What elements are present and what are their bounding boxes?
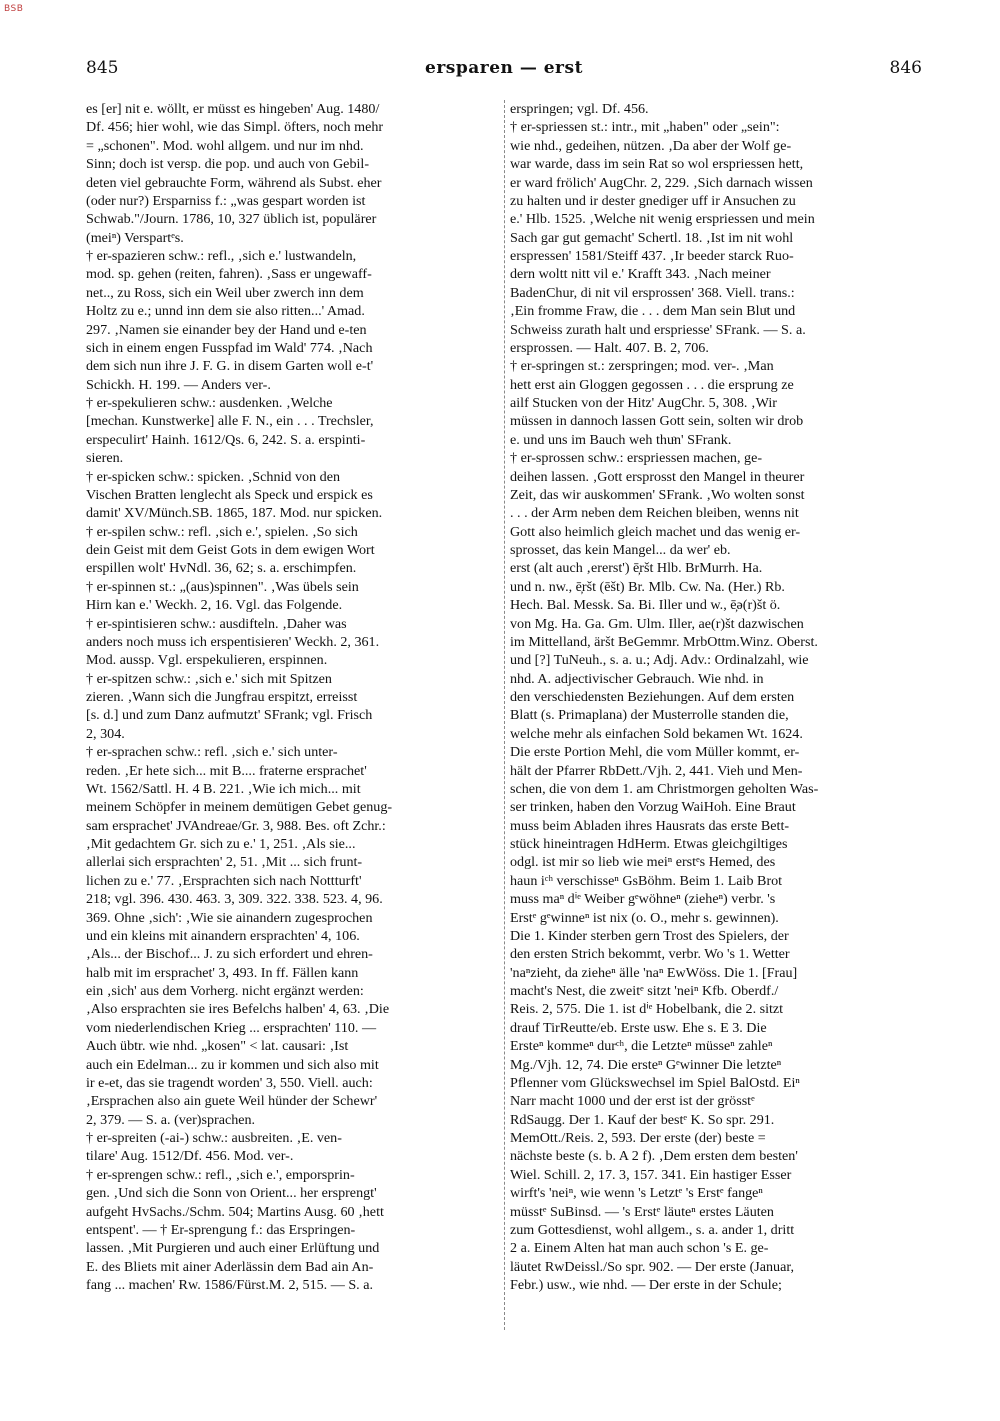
text-line: allerlai sich ersprachten' 2, 51. ‚Mit ... sich frunt- <box>86 854 363 871</box>
text-line: ersprossen. — Halt. 407. B. 2, 706. <box>510 339 709 356</box>
text-line: † er-sprengen schw.: refl., ‚sich e.', emporsprin- <box>86 1166 355 1183</box>
text-line: Pflenner vom Glückswechsel im Spiel BalOstd. Eiⁿ <box>510 1074 800 1091</box>
text-line: müssen in dannoch lassen Gott sein, solten wir drob <box>510 413 804 430</box>
text-line: hält der Pfarrer RbDett./Vjh. 2, 441. Vieh und Men- <box>510 762 803 779</box>
text-line: drauf TirReutte/eb. Erste usw. Ehe s. E 3. Die <box>510 1019 767 1036</box>
text-line: ‚Ein fromme Fraw, die . . . dem Man sein Bluͦt und <box>510 303 796 320</box>
text-line: dern woltt nitt vil e.' Krafft 343. ‚Nach meiner <box>510 266 771 283</box>
text-line: lassen. ‚Mit Purgieren und auch einer Erlüftung und <box>86 1240 380 1257</box>
text-line: von Mg. Ha. Ga. Gm. Ulm. Iller, ae(r)št dazwischen <box>510 615 804 632</box>
text-line: meinem Schöpfer in meinem demütigen Gebet genug- <box>86 799 393 816</box>
text-line: Vischen Bratten lenglecht als Speck und erspick es <box>86 486 373 503</box>
text-line: † er-sprossen schw.: erspriessen machen, ge- <box>510 450 763 467</box>
text-line: muss maⁿ dⁱᵉ Weiber gᵉwöhneⁿ (zieheⁿ) verbr. 's <box>510 891 776 908</box>
text-line: Ersteⁿ kommeⁿ durᶜʰ, die Letzteⁿ müsseⁿ zahleⁿ <box>510 1038 773 1055</box>
text-line: = „schonen". Mod. wohl allgem. und nur im nhd. <box>86 137 364 154</box>
text-line: † er-spriessen st.: intr., mit „haben" oder „sein": <box>510 119 780 136</box>
text-line: Sach gar gut gemacht' Schertl. 18. ‚Ist im nit wohl <box>510 229 794 246</box>
text-line: sieren. <box>86 450 124 467</box>
text-line: erspressen' 1581/Steiff 437. ‚Ir beeder starck Ruo- <box>510 248 794 264</box>
text-line: erspillen wolt' HvNdl. 36, 62; s. a. erschimpfen. <box>86 560 357 577</box>
text-line: entspent'. — † Er-sprengung f.: das Erspringen- <box>86 1221 356 1238</box>
text-line: deten viel gebrauchte Form, während als Subst. eher <box>86 174 382 191</box>
text-line: zu halten und ir dester gnediger uff ir Ansuchen zu <box>510 192 796 209</box>
text-line: Reis. 2, 575. Die 1. ist dⁱᵉ Hobelbank, die 2. sitzt <box>510 1001 784 1018</box>
text-line: läutet RwDeissl./So spr. 902. — Der erste (Januar, <box>510 1258 795 1275</box>
text-line: Febr.) usw., wie nhd. — Der erste in der Schule; <box>510 1277 782 1293</box>
text-line: Die 1. Kinder sterben gern Trost des Spielers, der <box>510 927 789 944</box>
library-mark: BSB <box>4 4 24 14</box>
text-line: † er-spinnen st.: „(aus)spinnen". ‚Was übels sein <box>86 578 359 595</box>
text-line: und [?] TuNeuh., s. a. u.; Adj. Adv.: Ordinalzahl, wie <box>510 652 809 669</box>
text-line: † er-spintisieren schw.: ausdifteln. ‚Daher was <box>86 615 347 632</box>
text-line: stück hineintragen HdHerm. Etwas gleichgiltiges <box>510 836 788 852</box>
text-line: Mod. aussp. Vgl. erspekulieren, erspinnen. <box>86 652 328 669</box>
text-line: RdSaugg. Der 1. Kauf der bestᵉ K. So spr. 291. <box>510 1111 775 1128</box>
running-title: ersparen — erst <box>425 58 583 78</box>
text-line: fang ... machen' Rw. 1586/Fürst.M. 2, 515. — S. a. <box>86 1277 374 1293</box>
text-line: wirft's 'neiⁿ, wie wenn 's Letztᵉ 's Erstᵉ fangeⁿ <box>510 1185 763 1202</box>
text-line: † er-spazieren schw.: refl., ‚sich e.' lustwandeln, <box>86 248 357 264</box>
text-line: Sinn; doch ist versp. die pop. und auch von Gebil- <box>86 156 370 173</box>
text-line: 'naⁿzieht, da zieheⁿ älle 'naⁿ EwWöss. Die 1. [Frau] <box>510 964 798 981</box>
text-line: lichen zu e.' 77. ‚Ersprachten sich nach Nottturft' <box>86 872 362 889</box>
text-line: muss beim Abladen ihres Hausrats das erste Bett- <box>510 817 790 834</box>
text-line: † er-spreiten (-ai-) schw.: ausbreiten. ‚E. ven- <box>86 1130 342 1146</box>
text-line: Narr macht 1000 und der erst ist der grösstᵉ <box>510 1093 755 1110</box>
text-line: sprosset, das kein Mangel... da wer' eb. <box>510 542 731 558</box>
text-line: halb mit im ersprachet' 3, 493. In ff. Fällen kann <box>86 964 359 981</box>
text-line: den verschiedensten Beziehungen. Auf dem ersten <box>510 689 795 705</box>
text-line: Wt. 1562/Sattl. H. 4 B. 221. ‚Wie ich mich... mit <box>86 780 361 797</box>
text-line: MemOtt./Reis. 2, 593. Der erste (der) beste = <box>510 1130 766 1146</box>
text-line: 297. ‚Namen sie einander bey der Hand und e-ten <box>86 321 367 338</box>
text-line: mod. sp. gehen (reiten, fahren). ‚Sass er ungewaff- <box>86 266 372 283</box>
text-line: sich in einem engen Fusspfad im Wald' 774. ‚Nach <box>86 339 373 356</box>
left-column <box>86 100 499 1400</box>
text-line: Erstᵉ gᵉwinneⁿ ist nix (o. O., mehr s. gewinnen). <box>510 909 779 926</box>
text-line: 2 a. Einem Alten hat man auch schon 's E. ge- <box>510 1240 769 1257</box>
text-line: † er-spekulieren schw.: ausdenken. ‚Welche <box>86 395 333 411</box>
text-line: 2, 379. — S. a. (ver)sprachen. <box>86 1111 256 1128</box>
text-line: damit' XV/Münch.SB. 1865, 187. Mod. nur spicken. <box>86 505 383 522</box>
text-line: und n. nw., ē̦ršt (ēšt) Br. Mlb. Cw. Na. (Her.) Rb. <box>510 578 785 595</box>
text-line: ir e-et, das sie tragendt worden' 3, 550. Viell. auch: <box>86 1074 373 1091</box>
text-line: tilare' Aug. 1512/Df. 456. Mod. ver-. <box>86 1148 294 1165</box>
text-line: † er-sprachen schw.: refl. ‚sich e.' sich unter- <box>86 744 338 761</box>
text-line: wie nhd., gedeihen, nützen. ‚Da aber der Wolf ge- <box>510 137 792 154</box>
text-line: war warde, dass im sein Rat so wol erspriessen hett, <box>510 156 804 173</box>
text-line: Die erste Portion Mehl, die vom Müller kommt, er- <box>510 744 800 761</box>
text-line: . . . der Arm neben dem Reichen bleiben, wenns nit <box>510 505 799 522</box>
text-line: müsstᵉ SuBinsd. — 's Erstᵉ läuteⁿ erstes Läuten <box>510 1203 774 1220</box>
text-line: Gott also heimlich gleich machet und das wenig er- <box>510 523 801 540</box>
text-line: anders noch muss ich erspentisieren' Weckh. 2, 361. <box>86 633 380 650</box>
text-line: (meiⁿ) Verspartᵉs. <box>86 229 184 246</box>
text-line: Auch übtr. wie nhd. „kosen" < lat. causari: ‚Ist <box>86 1038 349 1055</box>
text-line: reden. ‚Er hete sich... mit B.... fraterne ersprachet' <box>86 762 367 779</box>
text-line: Df. 456; hier wohl, wie das Simpl. öfters, noch mehr <box>86 119 384 136</box>
text-line: ser trinken, haben den Vorzug WaiHoh. Eine Braut <box>510 799 796 816</box>
text-line: Schickh. H. 199. — Anders ver-. <box>86 376 271 393</box>
text-line: [s. d.] und zum Danz aufmutzt' SFrank; vgl. Frisch <box>86 707 373 724</box>
text-line: dein Geist mit dem Geist Gots in dem ewigen Wort <box>86 542 375 558</box>
text-line: BadenChur, di nit vil ersprossen' 368. Viell. trans.: <box>510 284 795 301</box>
text-line: sam ersprachet' JVAndreae/Gr. 3, 988. Bes. oft Zchr.: <box>86 817 386 834</box>
text-line: [mechan. Kunstwerke] alle F. N., ein . . . Trechsler, <box>86 413 374 430</box>
text-line: dem sich nun ihre J. F. G. in disem Garten woll e-t' <box>86 358 374 375</box>
text-line: zieren. ‚Wann sich die Jungfrau erspitzt, erreisst <box>86 689 358 705</box>
text-line: Hirn kan e.' Weckh. 2, 16. Vgl. das Folgende. <box>86 597 343 614</box>
text-line: haun iᶜʰ verschisseⁿ GsBöhm. Beim 1. Laib Brot <box>510 872 783 889</box>
text-line: aufgeht HvSachs./Schm. 504; Martins Ausg. 60 ‚hett <box>86 1203 384 1220</box>
text-line: vom niederlendischen Krieg ... ersprachten' 110. — <box>86 1019 377 1036</box>
text-line: Zeit, das wir auskommen' SFrank. ‚Wo wolten sonst <box>510 486 805 503</box>
text-line: im Mittelland, äršt BeGemmr. MrbOttm.Winz. Oberst. <box>510 633 818 650</box>
text-line: ‚Ersprachen also ain guete Weil hünder der Schewr' <box>86 1093 378 1110</box>
text-line: (oder nur?) Ersparniss f.: „was gespart worden ist <box>86 192 366 209</box>
column-divider <box>504 100 505 1330</box>
text-line: † er-spilen schw.: refl. ‚sich e.', spielen. ‚So sich <box>86 523 358 540</box>
text-line: ‚Als... der Bischof... J. zu sich erfordert und ehren- <box>86 946 373 963</box>
text-line: Blatt (s. Primaplana) der Musterrolle standen die, <box>510 707 789 724</box>
text-line: † er-spitzen schw.: ‚sich e.' sich mit Spitzen <box>86 670 332 687</box>
text-line: Mg./Vjh. 12, 74. Die ersteⁿ Gᵉwinner Die letzteⁿ <box>510 1056 782 1073</box>
text-line: ‚Mit gedachtem Gr. sich zu e.' 1, 251. ‚Als sie... <box>86 836 356 852</box>
text-line: † er-spicken schw.: spicken. ‚Schnid von den <box>86 468 340 485</box>
text-line: 369. Ohne ‚sich': ‚Wie sie ainandern zugesprochen <box>86 909 373 926</box>
left-page-number: 845 <box>86 58 119 78</box>
text-line: e. und uns im Bauch weh thuͦn' SFrank. <box>510 431 732 448</box>
text-line: macht's Nest, die zweitᵉ sitzt 'neiⁿ Kfb. Oberdf./ <box>510 983 779 999</box>
text-line: nächste beste (s. b. A 2 f). ‚Dem ersten dem besten' <box>510 1148 798 1165</box>
right-page-number: 846 <box>889 58 922 78</box>
text-line: nhd. A. adjectivischer Gebrauch. Wie nhd. in <box>510 670 764 687</box>
text-line: Hech. Bal. Messk. Sa. Bi. Iller und w., ē̦ə(r)št ö. <box>510 597 781 614</box>
text-line: Holtz zu e.; unnd inn dem sie also ritten...' Amad. <box>86 303 365 320</box>
text-line: E. des Bliets mit ainer Aderlässin dem Bad ain An- <box>86 1258 374 1275</box>
text-line: es [er] nit e. wöllt, er müsst es hingeben' Aug. 1480/ <box>86 101 380 117</box>
text-line: erst (alt auch ‚ererst') ē̦ršt Hlb. BrMurrh. Ha. <box>510 560 763 577</box>
text-line: gen. ‚Und sich die Sonn von Orient... her ersprengt' <box>86 1185 377 1202</box>
text-line: schen, die von dem 1. am Christmorgen geholten Was- <box>510 780 819 797</box>
page-header <box>86 58 922 84</box>
text-line: welche mehr als einfachen Sold bekamen Wt. 1624. <box>510 725 803 742</box>
right-column <box>510 100 923 1400</box>
text-line: odgl. ist mir so lieb wie meiⁿ erstᵉs Hemed, des <box>510 854 776 871</box>
text-line: ailf Stucken von der Hitz' AugChr. 5, 308. ‚Wir <box>510 395 777 411</box>
text-line: Schwab."/Journ. 1786, 10, 327 üblich ist, populärer <box>86 211 377 228</box>
text-line: deihen lassen. ‚Gott ersprosst den Mangel in theurer <box>510 468 805 485</box>
text-line: hett erst ain Gloggen gegossen . . . die ersprung ze <box>510 376 794 393</box>
text-line: erspringen; vgl. Df. 456. <box>510 101 649 117</box>
text-line: und ein kleins mit ainandern ersprachten' 4, 106. <box>86 927 360 944</box>
text-line: Wiel. Schill. 2, 17. 3, 157. 341. Ein hastiger Esser <box>510 1166 792 1183</box>
text-line: zum Gottesdienst, wohl allgem., s. a. ander 1, dritt <box>510 1221 795 1238</box>
text-line: Schweiss zurath halt und erspriesse' SFrank. — S. a. <box>510 321 806 338</box>
text-line: net.., zu Ross, sich ein Weil uber zwerch inn dem <box>86 284 364 301</box>
text-line: 2, 304. <box>86 725 125 742</box>
text-line: † er-springen st.: zerspringen; mod. ver-. ‚Man <box>510 358 774 375</box>
text-line: e.' Hlb. 1525. ‚Welche nit wenig erspriessen und mein <box>510 211 815 228</box>
text-line: ein ‚sich' aus dem Vorherg. nicht ergänzt werden: <box>86 983 364 999</box>
text-line: auch ein Edelman... zu ir kommen und sich also mit <box>86 1056 379 1073</box>
text-line: erspeculirt' Hainh. 1612/Qs. 6, 242. S. a. erspinti- <box>86 431 366 448</box>
text-line: den ersten Strich bekommt, verbr. Wo 's 1. Wetter <box>510 946 790 963</box>
text-line: ‚Also ersprachten sie ires Befelchs halben' 4, 63. ‚Die <box>86 1001 390 1018</box>
text-line: 218; vgl. 396. 430. 463. 3, 309. 322. 338. 523. 4, 96. <box>86 891 383 908</box>
text-line: er ward frölich' AugChr. 2, 229. ‚Sich darnach wissen <box>510 174 813 191</box>
